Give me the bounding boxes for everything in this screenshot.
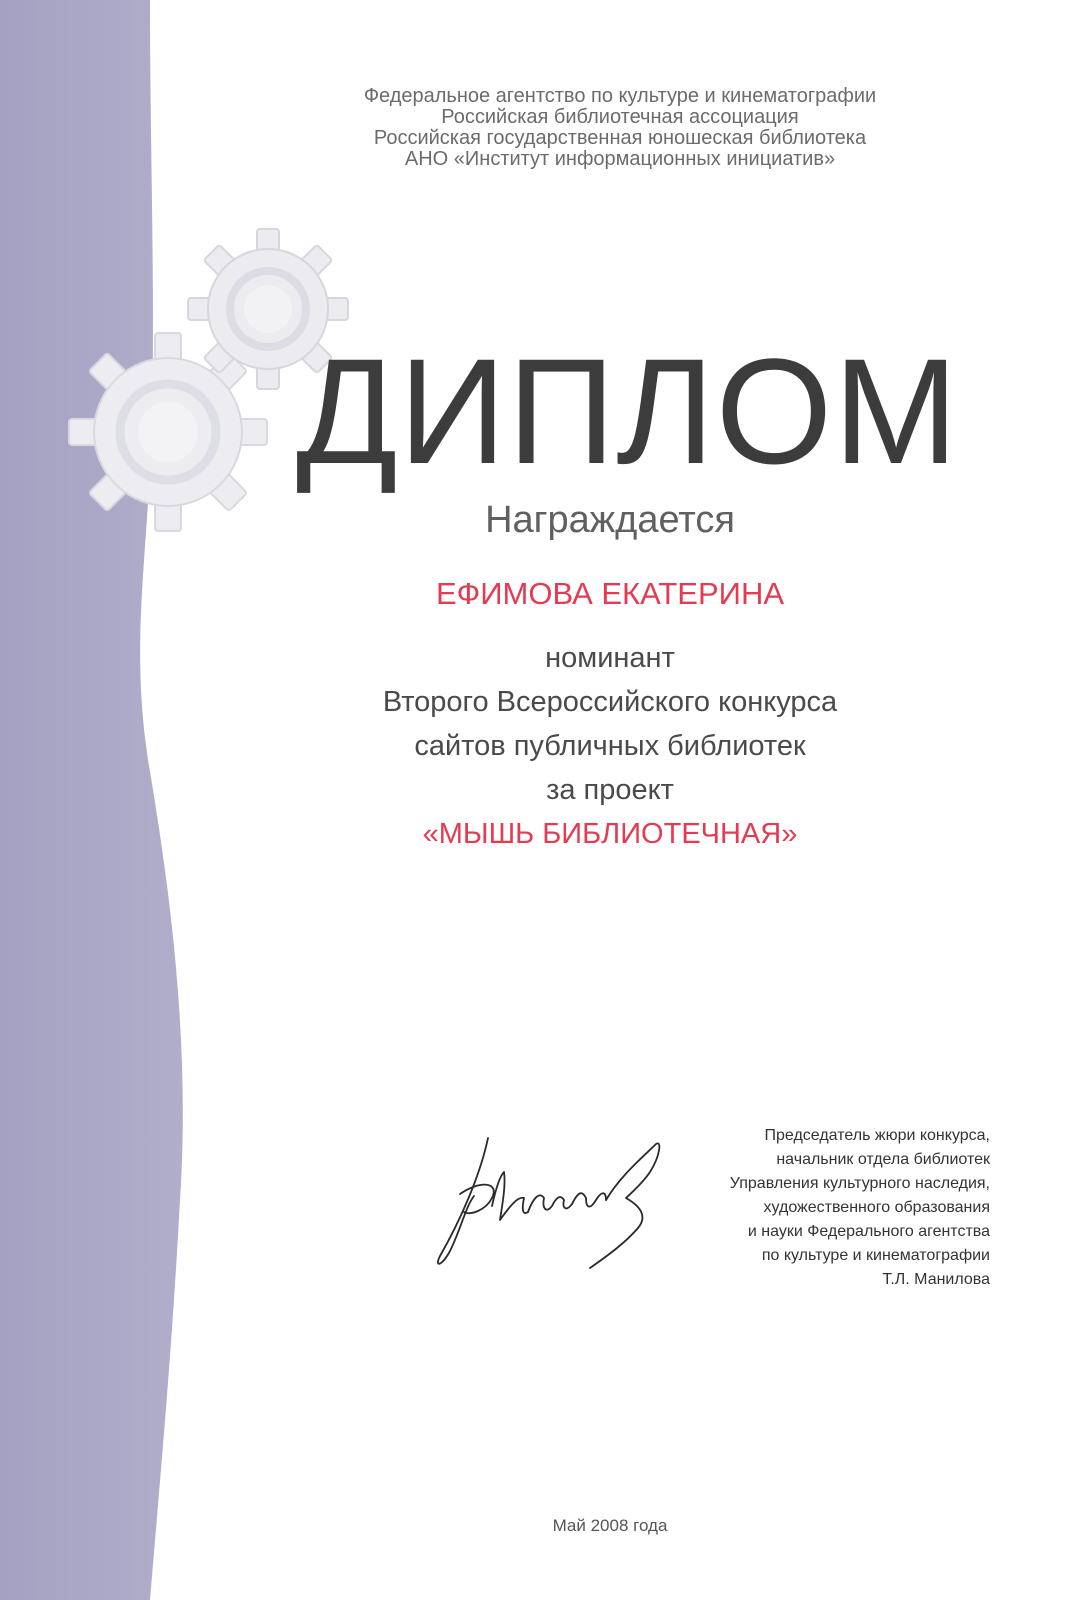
signer-line: Председатель жюри конкурса, bbox=[764, 1127, 990, 1144]
signer-line: художественного образования bbox=[763, 1199, 990, 1216]
signer-line: Управления культурного наследия, bbox=[729, 1175, 990, 1192]
signer-block bbox=[640, 1124, 990, 1292]
organization-line: Российская библиотечная ассоциация bbox=[441, 106, 799, 128]
organization-line: АНО «Институт информационных инициатив» bbox=[404, 148, 836, 170]
recipient-name: ЕФИМОВА ЕКАТЕРИНА bbox=[435, 576, 785, 611]
organizations-header bbox=[300, 86, 940, 170]
signer-line: и науки Федерального агентства bbox=[747, 1223, 990, 1240]
award-description bbox=[300, 636, 920, 812]
organization-line: Федеральное агентство по культуре и кинематографии bbox=[363, 85, 877, 107]
side-band bbox=[0, 0, 183, 1600]
description-line: номинант bbox=[545, 642, 675, 674]
description-line: Второго Всероссийского конкурса bbox=[382, 686, 838, 718]
signature-mark bbox=[430, 1136, 670, 1276]
awarded-label: Награждается bbox=[485, 499, 735, 541]
diploma-title: ДИПЛОМ bbox=[296, 327, 960, 495]
organization-line: Российская государственная юношеская библиотека bbox=[373, 127, 867, 149]
gear-icon bbox=[69, 333, 267, 531]
project-name: «МЫШЬ БИБЛИОТЕЧНАЯ» bbox=[422, 818, 798, 850]
issue-date: Май 2008 года bbox=[552, 1516, 668, 1535]
signer-line: начальник отдела библиотек bbox=[776, 1151, 990, 1168]
description-line: сайтов публичных библиотек bbox=[414, 730, 806, 762]
signer-line: по культуре и кинематографии bbox=[761, 1247, 990, 1264]
signer-name: Т.Л. Манилова bbox=[882, 1271, 990, 1288]
description-line: за проект bbox=[546, 774, 674, 806]
